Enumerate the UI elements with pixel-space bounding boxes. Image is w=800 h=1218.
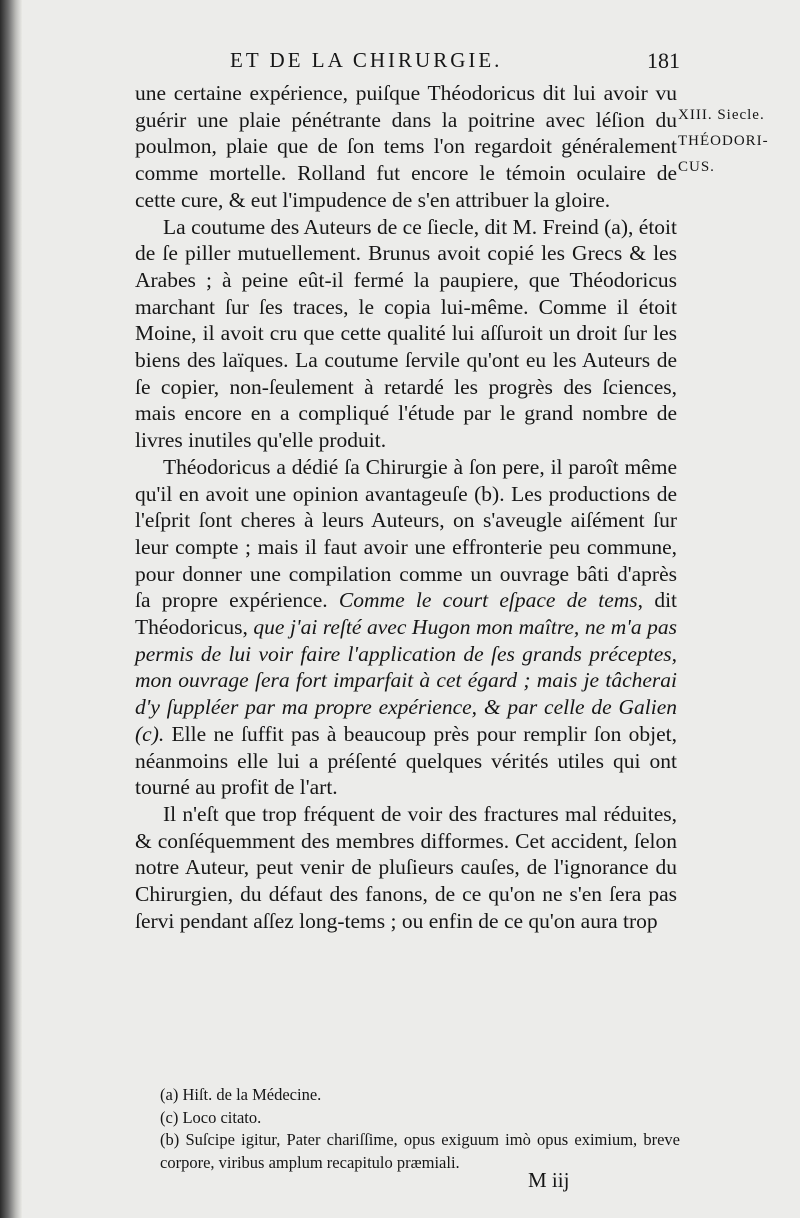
margin-note	[678, 102, 796, 180]
footnote-mark: (b)	[160, 1130, 180, 1149]
paragraph-2	[135, 214, 677, 454]
text-run: Il n'eſt que trop fréquent de voir des fractures mal réduites, & conſéquemment des membres difformes. Cet accident, ſelon notre Auteur, peut venir de pluſieurs cauſes, de l'ignorance du Chirurgien, du défaut des fanons, de ce qu'on ne s'en ſera pas ſervi pendant aſſez long-tems ; ou enfin de ce qu'on aura trop	[135, 801, 677, 933]
footnote-b	[160, 1129, 680, 1174]
paragraph-4	[135, 801, 677, 935]
book-gutter	[0, 0, 22, 1218]
signature-mark: M iij	[528, 1168, 570, 1192]
text-run: , dit Théodoricus,	[135, 588, 678, 640]
italic-quote: que j'ai reſté avec Hugon mon maître, ne m'a pas permis de lui voir faire l'application de ſes grands préceptes	[135, 615, 677, 666]
footnotes	[160, 1084, 680, 1174]
footnote-mark: (c)	[160, 1107, 179, 1127]
page-header	[230, 48, 680, 78]
margin-note-author-line2: CUS.	[678, 159, 715, 175]
footnote-mark: (a)	[160, 1085, 179, 1104]
text-run: La coutume des Auteurs de ce ſiecle, dit M. Freind (a), étoit de ſe piller mutuellement. Brunus avoit copié les Grecs & les Arabes ; à peine eût-il fermé la paupiere, que Théodoricus marchant ſur ſes traces, le copia lui-même. Comme il étoit Moine, il avoit cru que cette qualité lui aſſuroit un droit ſur les biens des laïques. La coutume ſervile qu'ont eu les Auteurs de ſe copier, non-ſeulement à retardé les progrès des ſciences, mais encore en a compliqué l'étude par le grand nombre de livres inutiles qu'elle produit.	[135, 214, 677, 453]
text-run: une certaine expérience, puiſque Théodoricus dit lui avoir vu guérir une plaie pénétrante dans la poitrine avec léſion du poulmon, plaie que de ſon tems l'on regardoit généralement comme mortelle. Rolland fut encore le témoin oculaire de cette cure, & eut l'impudence de s'en attribuer la gloire.	[135, 81, 677, 212]
text-run: Théodoricus a dédié ſa Chirurgie à ſon pere, il paroît même qu'il en avoit une opinion avantageuſe (b). Les productions de l'eſprit ſont cheres à leurs Auteurs, on s'aveugle aiſément ſur leur compte ; mais il faut avoir une effronterie peu commune, pour donner une compilation comme un ouvrage bâti d'après ſa propre expérience.	[135, 454, 677, 613]
footnote-a	[160, 1084, 680, 1107]
footnote-text: Loco citato.	[182, 1107, 262, 1127]
main-text	[135, 80, 677, 935]
italic-quote: , mon ouvrage ſera fort imparfait à cet égard ; mais je tâcherai d'y ſuppléer par ma propre expérience, & par celle de Galien (c).	[135, 641, 677, 746]
text-run: Elle ne ſuffit pas à beaucoup près pour remplir ſon objet, néanmoins elle lui a préſenté quelques vérités utiles qui ont tourné au profit de l'art.	[135, 721, 677, 800]
margin-note-century: XIII. Siecle.	[678, 107, 765, 123]
footnote-text: Hiſt. de la Médecine.	[182, 1085, 322, 1104]
paragraph-1	[135, 80, 677, 214]
margin-note-author-line1: THÉODORI-	[678, 133, 769, 149]
footnote-c	[160, 1107, 680, 1130]
page-number: 181	[647, 48, 680, 73]
footnote-text: Suſcipe igitur, Pater chariſſime, opus exiguum imò opus eximium, breve corpore, viribus amplum recapitulo præmiali.	[160, 1130, 681, 1172]
paragraph-3	[135, 454, 677, 801]
italic-quote: Comme le court eſpace de tems	[338, 588, 638, 613]
running-head: ET DE LA CHIRURGIE.	[230, 48, 503, 72]
